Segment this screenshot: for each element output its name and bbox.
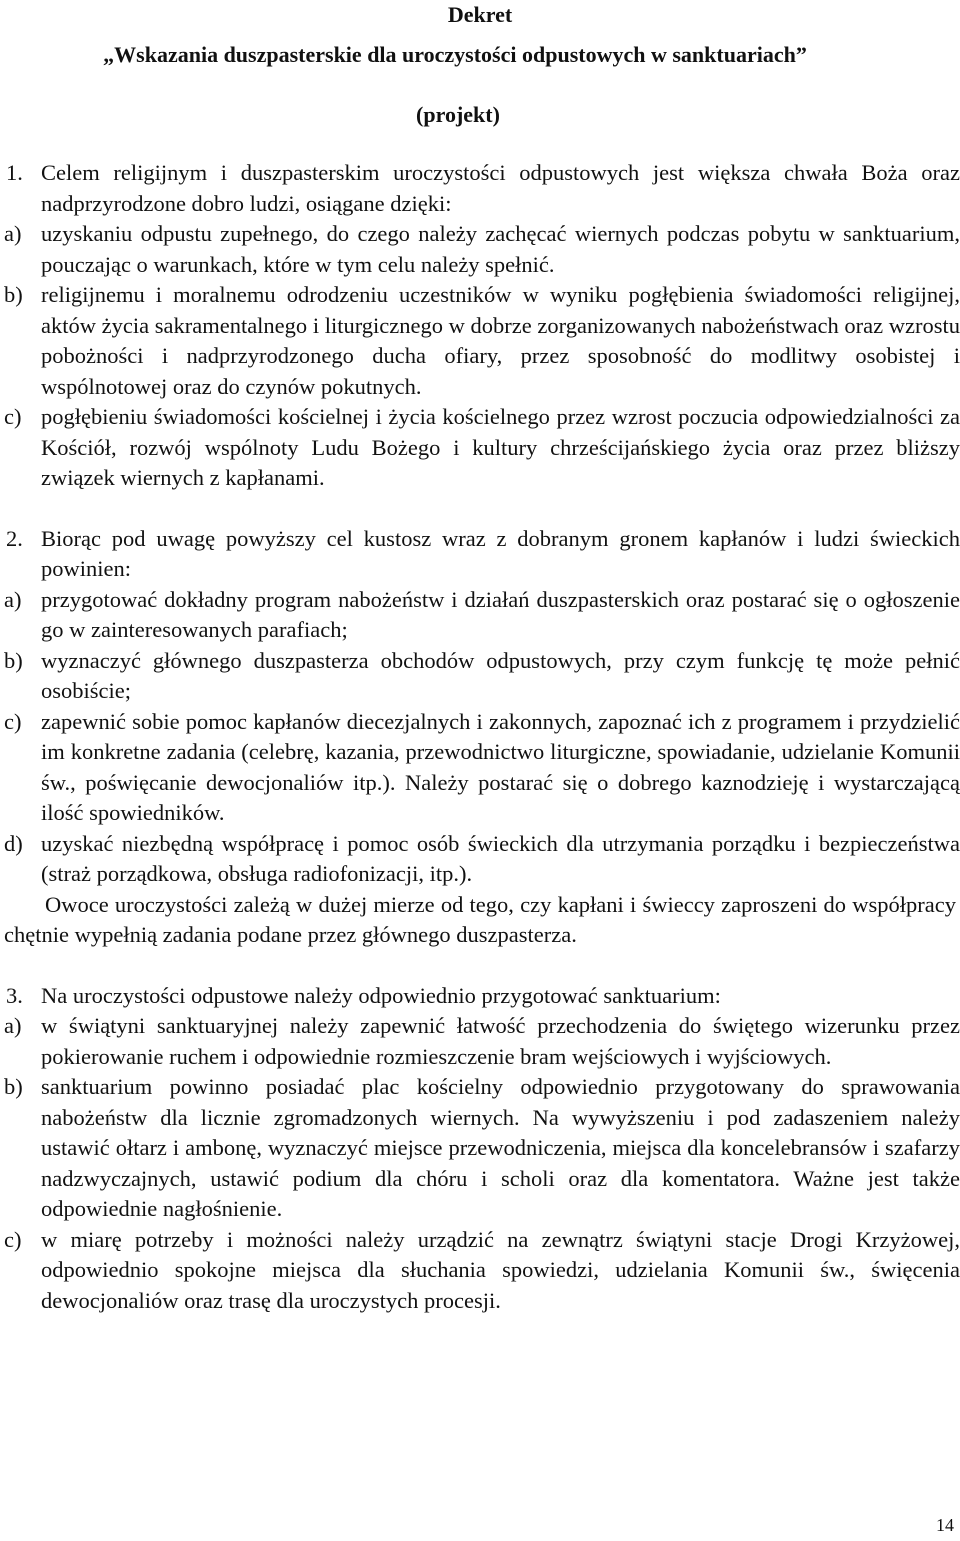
list-item-text: przygotować dokładny program nabożeństw i działań duszpasterskich oraz postarać się o ogłoszenie go w zainteresowanych parafiach; bbox=[41, 586, 960, 642]
list-marker: a) bbox=[4, 1013, 22, 1038]
list-marker: c) bbox=[4, 404, 22, 429]
page-number: 14 bbox=[936, 1515, 954, 1535]
section-2-intro bbox=[0, 524, 960, 585]
list-marker: c) bbox=[4, 1226, 22, 1252]
list-marker: b) bbox=[4, 1074, 23, 1099]
section-number: 2. bbox=[6, 525, 23, 551]
list-item bbox=[0, 280, 960, 402]
list-item-text: w miarę potrzeby i możności należy urządzić na zewnątrz świątyni stacje Drogi Krzyżowej, odpowiednio spokojne miejsca dla słuchania spowiedzi, udzielania Komunii św., święcenia dewocjonaliów oraz trasę dla uroczystych procesji. bbox=[41, 1226, 960, 1313]
list-item-text: w świątyni sanktuaryjnej należy zapewnić łatwość przechodzenia do świętego wizerunku przez pokierowanie ruchem i odpowiednie rozmieszczenie bram wejściowych i wyjściowych. bbox=[41, 1013, 960, 1069]
list-item bbox=[0, 1225, 960, 1317]
list-item-text: pogłębieniu świadomości kościelnej i życia kościelnego przez wzrost poczucia odpowiedzialności za Kościół, rozwój wspólnoty Ludu Bożego i kultury chrześcijańskiego życia oraz przez bliższy związek wiernych z kapłanami. bbox=[41, 404, 960, 490]
list-item bbox=[0, 402, 960, 494]
list-marker: d) bbox=[4, 830, 23, 856]
list-marker: c) bbox=[4, 708, 22, 734]
section-3-intro bbox=[0, 981, 960, 1012]
decree-title: „Wskazania duszpasterskie dla uroczystości odpustowych w sanktuariach” bbox=[103, 42, 807, 67]
section-spacer bbox=[0, 494, 960, 524]
draft-label: (projekt) bbox=[416, 102, 500, 127]
paragraph-text: Na uroczystości odpustowe należy odpowiednio przygotować sanktuarium: bbox=[41, 982, 721, 1008]
list-item bbox=[0, 707, 960, 829]
paragraph-text: Biorąc pod uwagę powyższy cel kustosz wraz z dobranym gronem kapłanów i ludzi świeckich powinien: bbox=[41, 525, 960, 581]
list-item bbox=[0, 219, 960, 280]
section-number: 3. bbox=[6, 982, 23, 1008]
list-item-text: religijnemu i moralnemu odrodzeniu uczestników w wyniku pogłębienia świadomości religijnej, aktów życia sakramentalnego i liturgicznego w dobrze zorganizowanych nabożeństwach oraz wzrostu pobożności i nadprzyrodzonego ducha ofiary, przez sposobność do modlitwy osobistej i wspólnotowej oraz do czynów pokutnych. bbox=[41, 282, 960, 399]
list-item-text: uzyskaniu odpustu zupełnego, do czego należy zachęcać wiernych podczas pobytu w sanktuarium, pouczając o warunkach, które w tym celu należy spełnić. bbox=[41, 221, 960, 277]
paragraph-text: Celem religijnym i duszpasterskim uroczystości odpustowych jest większa chwała Boża oraz nadprzyrodzone dobro ludzi, osiągane dzięki: bbox=[41, 160, 960, 216]
section-number: 1. bbox=[6, 160, 23, 185]
section-2-closing: Owoce uroczystości zależą w dużej mierze od tego, czy kapłani i świeccy zaproszeni do współpracy chętnie wypełnią zadania podane przez głównego duszpasterza. bbox=[4, 891, 956, 947]
list-item bbox=[0, 1011, 960, 1072]
list-item-text: uzyskać niezbędną współpracę i pomoc osób świeckich dla utrzymania porządku i bezpieczeństwa (straż porządkowa, obsługa radiofonizacji, itp.). bbox=[41, 830, 960, 886]
list-marker: a) bbox=[4, 586, 22, 612]
document-body bbox=[0, 158, 960, 1316]
list-item bbox=[0, 646, 960, 707]
list-item-text: zapewnić sobie pomoc kapłanów diecezjalnych i zakonnych, zapoznać ich z programem i przydzielić im konkretne zadania (celebrę, kazania, przewodnictwo liturgiczne, spowiadanie, udzielanie Komunii św., poświęcanie dewocjonaliów itp.). Należy postarać się o dobrego kaznodzieję i wystarczającą ilość spowiedników. bbox=[41, 708, 960, 825]
decree-heading: Dekret bbox=[447, 2, 513, 27]
section-spacer bbox=[0, 951, 960, 981]
list-item-text: sanktuarium powinno posiadać plac kościelny odpowiednio przygotowany do sprawowania nabożeństw dla licznie zgromadzonych wiernych. Na wywyższeniu i pod zadaszeniem należy ustawić ołtarz i ambonę, wyznaczyć miejsce przewodniczenia, miejsca dla koncelebransów i szafarzy nadzwyczajnych, ustawić podium dla chóru i scholi oraz dla komentatora. Ważne jest także odpowiednie nagłośnienie. bbox=[41, 1074, 960, 1221]
list-marker: b) bbox=[4, 282, 23, 307]
list-marker: a) bbox=[4, 221, 22, 246]
list-item bbox=[0, 585, 960, 646]
list-item-text: wyznaczyć głównego duszpasterza obchodów odpustowych, przy czym funkcję tę może pełnić osobiście; bbox=[41, 647, 960, 703]
list-marker: b) bbox=[4, 647, 23, 673]
list-item bbox=[0, 829, 960, 890]
section-1-intro bbox=[0, 158, 960, 219]
list-item bbox=[0, 1072, 960, 1225]
